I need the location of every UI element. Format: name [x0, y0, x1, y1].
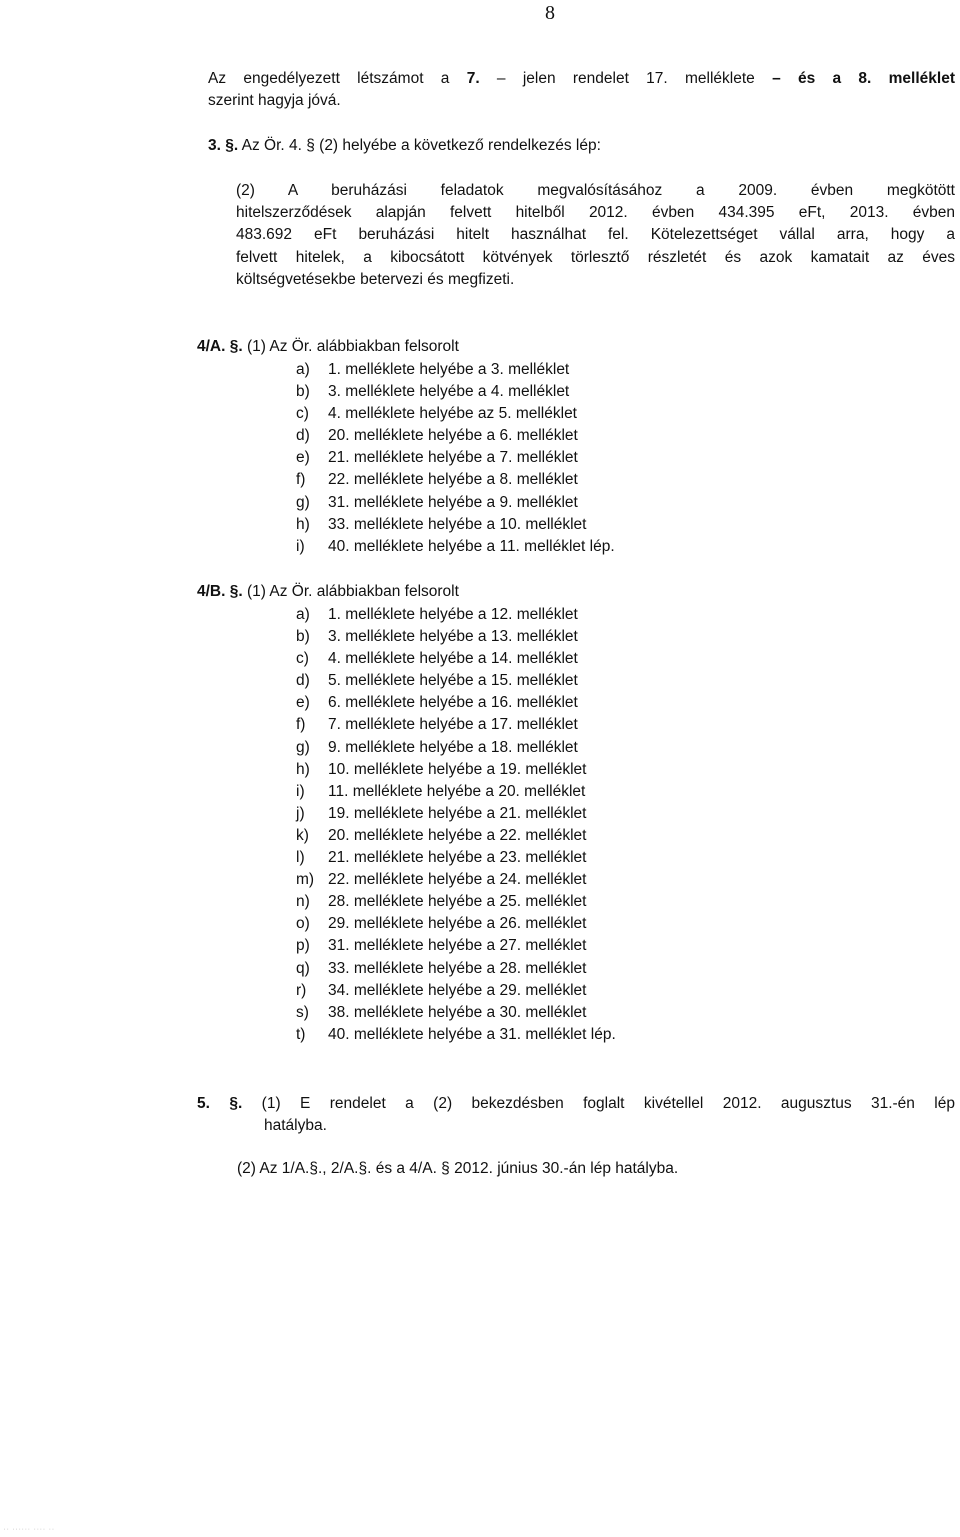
section-4a-text: (1) Az Ör. alábbiakban felsorolt	[242, 338, 459, 355]
list-item-text: 29. melléklete helyébe a 26. melléklet	[328, 915, 587, 933]
list-item-text: 1. melléklete helyébe a 3. melléklet	[328, 361, 570, 378]
list-item-text: 1. melléklete helyébe a 12. melléklet	[328, 606, 578, 623]
section-3-para-line-2: hitelszerződések alapján felvett hitelből 2012. évben 434.395 eFt, 2013. évben	[236, 204, 955, 221]
section-3-para-line-5: költségvetésekbe betervezi és megfizeti.	[236, 271, 515, 288]
list-item-text: 33. melléklete helyébe a 28. melléklet	[328, 959, 587, 977]
section-3-para-line-4: felvett hitelek, a kibocsátott kötvények törlesztő részletét és azok kamatait az éves	[236, 249, 955, 266]
list-item-letter: b)	[296, 383, 310, 401]
list-item-letter: h)	[296, 760, 310, 778]
list-item-letter: a)	[296, 606, 310, 623]
list-item-letter: l)	[296, 849, 305, 867]
intro-line-2: szerint hagyja jóvá.	[208, 92, 341, 109]
list-item-text: 4. melléklete helyébe a 14. melléklet	[328, 650, 578, 668]
section-4a-number: 4/A. §.	[197, 338, 243, 355]
list-item-text: 20. melléklete helyébe a 6. melléklet	[328, 427, 578, 445]
list-item-letter: c)	[296, 650, 309, 668]
intro-bold-1: 7.	[466, 70, 480, 87]
section-4b-heading	[197, 581, 459, 603]
page-number: 8	[545, 2, 555, 24]
list-item-text: 40. melléklete helyébe a 11. melléklet lép.	[328, 537, 615, 555]
list-item-letter: i)	[296, 782, 305, 800]
list-item-letter: g)	[296, 738, 310, 756]
list-item-text: 3. melléklete helyébe a 4. melléklet	[328, 383, 570, 401]
list-item-letter: j)	[296, 804, 305, 822]
list-item-letter: s)	[296, 1003, 309, 1021]
list-item-text: 21. melléklete helyébe a 23. melléklet	[328, 849, 587, 867]
list-item-letter: h)	[296, 515, 310, 533]
section-3-para-line-1: (2) A beruházási feladatok megvalósításához a 2009. évben megkötött	[236, 182, 955, 199]
intro-bold-2: – és a 8. melléklet	[772, 70, 955, 87]
list-item-letter: g)	[296, 493, 310, 511]
list-item-letter: e)	[296, 694, 310, 712]
list-item-letter: d)	[296, 672, 310, 690]
section-5-line-1	[197, 1093, 955, 1115]
list-item-letter: t)	[296, 1025, 306, 1043]
list-item-text: 9. melléklete helyébe a 18. melléklet	[328, 738, 578, 756]
list-item-letter: e)	[296, 449, 310, 467]
intro-text-1: Az engedélyezett létszámot a	[208, 70, 467, 87]
list-item-letter: p)	[296, 937, 310, 955]
section-3-heading	[208, 135, 601, 157]
section-5-text: (1) E rendelet a (2) bekezdésben foglalt kivétellel 2012. augusztus 31.-én lép	[242, 1095, 955, 1112]
section-3-number: 3. §.	[208, 137, 239, 154]
list-item-letter: b)	[296, 628, 310, 646]
intro-line-1	[208, 68, 955, 90]
list-item-text: 34. melléklete helyébe a 29. melléklet	[328, 981, 587, 999]
list-item-text: 19. melléklete helyébe a 21. melléklet	[328, 804, 587, 822]
list-item-letter: r)	[296, 981, 307, 999]
section-4b-text: (1) Az Ör. alábbiakban felsorolt	[242, 583, 459, 600]
list-item-text: 4. melléklete helyébe az 5. melléklet	[328, 405, 577, 423]
list-item-text: 22. melléklete helyébe a 24. melléklet	[328, 871, 587, 889]
section-4b-number: 4/B. §.	[197, 583, 243, 600]
list-item-letter: q)	[296, 959, 310, 977]
list-item-letter: d)	[296, 427, 310, 445]
list-item-text: 28. melléklete helyébe a 25. melléklet	[328, 893, 587, 911]
list-item-letter: o)	[296, 915, 310, 933]
list-item-text: 3. melléklete helyébe a 13. melléklet	[328, 628, 578, 646]
list-item-text: 21. melléklete helyébe a 7. melléklet	[328, 449, 578, 467]
section-5-number: 5. §.	[197, 1095, 243, 1112]
section-5-line-2: hatályba.	[264, 1117, 327, 1134]
list-item-letter: i)	[296, 537, 305, 555]
list-item-text: 33. melléklete helyébe a 10. melléklet	[328, 515, 587, 533]
list-item-text: 11. melléklete helyébe a 20. melléklet	[328, 782, 586, 800]
list-item-letter: f)	[296, 716, 306, 734]
list-item-letter: m)	[296, 871, 315, 889]
section-5-para-2: (2) Az 1/A.§., 2/A.§. és a 4/A. § 2012. június 30.-án lép hatályba.	[237, 1160, 679, 1177]
list-item-letter: k)	[296, 826, 309, 844]
intro-text-2: – jelen rendelet 17. melléklete	[479, 70, 773, 87]
list-item-text: 40. melléklete helyébe a 31. melléklet lép.	[328, 1025, 616, 1043]
list-item-text: 6. melléklete helyébe a 16. melléklet	[328, 694, 578, 712]
section-3-para-line-3: 483.692 eFt beruházási hitelt használhat fel. Kötelezettséget vállal arra, hogy a	[236, 226, 955, 243]
list-item-letter: n)	[296, 893, 310, 911]
section-3-text: Az Ör. 4. § (2) helyébe a következő rendelkezés lép:	[238, 137, 601, 154]
list-item-letter: a)	[296, 361, 310, 378]
list-item-letter: f)	[296, 471, 306, 489]
list-item-text: 20. melléklete helyébe a 22. melléklet	[328, 826, 587, 844]
list-item-text: 38. melléklete helyébe a 30. melléklet	[328, 1003, 587, 1021]
list-item-text: 5. melléklete helyébe a 15. melléklet	[328, 672, 578, 690]
list-item-text: 31. melléklete helyébe a 9. melléklet	[328, 493, 578, 511]
list-item-text: 31. melléklete helyébe a 27. melléklet	[328, 937, 587, 955]
footer-marks: ▪▪ ▪▪▪▪▪▪ ▪▪▪▪ ▪▪	[4, 1527, 56, 1531]
section-4a-heading	[197, 336, 459, 358]
list-item-text: 22. melléklete helyébe a 8. melléklet	[328, 471, 578, 489]
list-item-letter: c)	[296, 405, 309, 423]
list-item-text: 10. melléklete helyébe a 19. melléklet	[328, 760, 587, 778]
list-item-text: 7. melléklete helyébe a 17. melléklet	[328, 716, 578, 734]
